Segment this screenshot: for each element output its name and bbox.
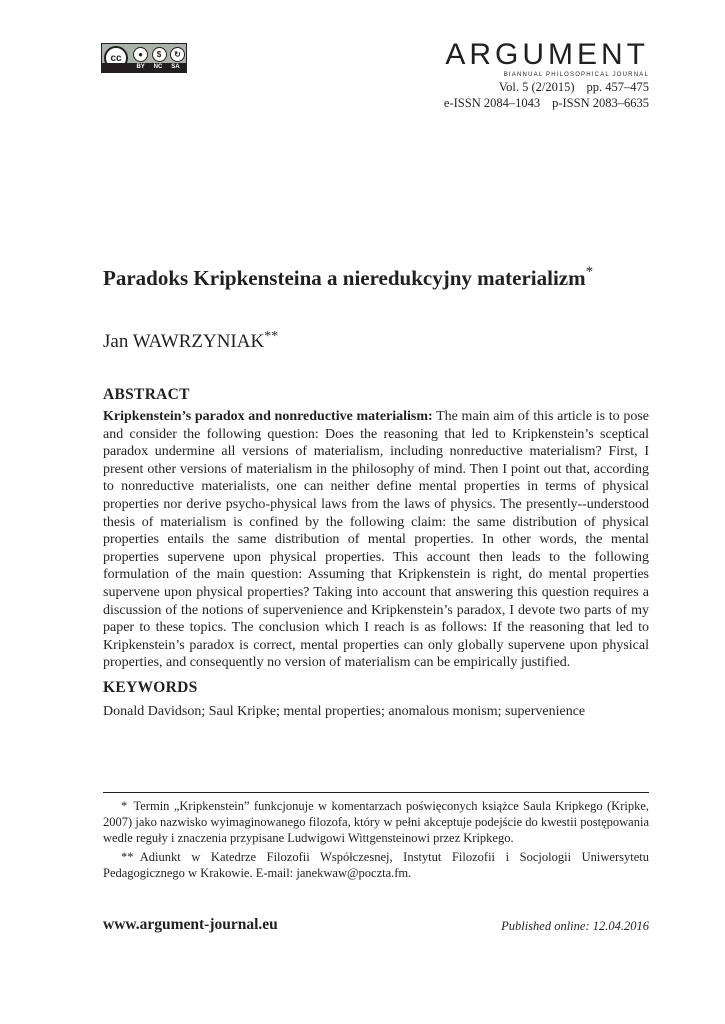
- by-label: BY: [136, 64, 145, 70]
- cc-icon: cc: [104, 46, 128, 70]
- journal-volume: Vol. 5 (2/2015): [498, 80, 575, 94]
- author-footnote-mark[interactable]: **: [264, 329, 279, 344]
- author-name: Jan WAWRZYNIAK: [103, 331, 265, 352]
- by-icon: ●: [133, 47, 148, 62]
- sa-label: SA: [171, 64, 180, 70]
- journal-masthead: [444, 40, 649, 111]
- footnote-2: ** Adiunkt w Katedrze Filozofii Współczesnej, Instytut Filozofii i Socjologii Uniwersytetu Pedagogicznego w Krakowie. E-mail: janekwaw@poczta.fm.: [103, 849, 649, 880]
- article-title: [103, 258, 663, 292]
- journal-name: ARGUMENT: [445, 38, 649, 71]
- abstract-lead: Kripkenstein’s paradox and nonreductive materialism:: [103, 409, 433, 424]
- footnote-1: * Termin „Kripkenstein” funkcjonuje w komentarzach poświęconych książce Saula Kripkego (Kripke, 2007) jako nazwisko wyimaginowanego filozofa, który w pełni akceptuje podejście do kwestii postępowania wedle reguły i znaczenia przypisane Ludwigowi Wittgensteinowi przez Kripkego.: [103, 799, 649, 846]
- footnote-divider: [103, 792, 649, 793]
- article-title-text: Paradoks Kripkensteina a nieredukcyjny materializm: [103, 266, 586, 290]
- footnotes: [103, 798, 649, 881]
- nc-icon: $: [152, 47, 167, 62]
- abstract-heading: ABSTRACT: [103, 386, 190, 403]
- abstract-body-text: The main aim of this article is to pose and consider the following question: Does the reasoning that led to Kripkenstein’s sceptical paradox undermine all versions of materialism, including nonreductive materialism? First, I present other versions of materialism in the philosophy of mind. Then I point out that, according to nonreductive materialists, one can neither define mental properties in terms of physical properties nor derive psycho-physical laws from the laws of physics. The presently--understood thesis of materialism is confined by the following claim: the same distribution of physical properties entails the same distribution of mental properties. In other words, the mental properties supervene upon physical properties. This account then leads to the following formulation of the main question: Assuming that Kripkenstein is right, do mental properties supervene upon physical properties? Taking into account that answering this question requires a discussion of the notions of supervenience and Kripkenstein’s paradox, I devote two parts of my paper to these topics. The conclusion which I reach is as follows: If the reasoning that led to Kripkenstein’s paradox is correct, mental properties can only globally supervene upon physical properties, and consequently no version of materialism can be empirically justified.: [103, 409, 649, 671]
- journal-pissn: p-ISSN 2083–6635: [552, 96, 649, 110]
- keywords-list: Donald Davidson; Saul Kripke; mental properties; anomalous monism; supervenience: [103, 704, 586, 719]
- keywords-heading: KEYWORDS: [103, 679, 198, 696]
- sa-icon: ↻: [170, 47, 185, 62]
- nc-label: NC: [153, 64, 163, 70]
- abstract-text: [103, 408, 649, 672]
- journal-subtitle: BIANNUAL PHILOSOPHICAL JOURNAL: [503, 72, 649, 78]
- article-author: [103, 325, 278, 354]
- cc-license-badge[interactable]: [101, 43, 187, 73]
- published-date: Published online: 12.04.2016: [501, 919, 649, 933]
- journal-pages: pp. 457–475: [586, 80, 649, 94]
- journal-website-link[interactable]: www.argument-journal.eu: [103, 916, 278, 933]
- journal-eissn: e-ISSN 2084–1043: [443, 96, 541, 110]
- title-footnote-mark[interactable]: *: [585, 264, 594, 280]
